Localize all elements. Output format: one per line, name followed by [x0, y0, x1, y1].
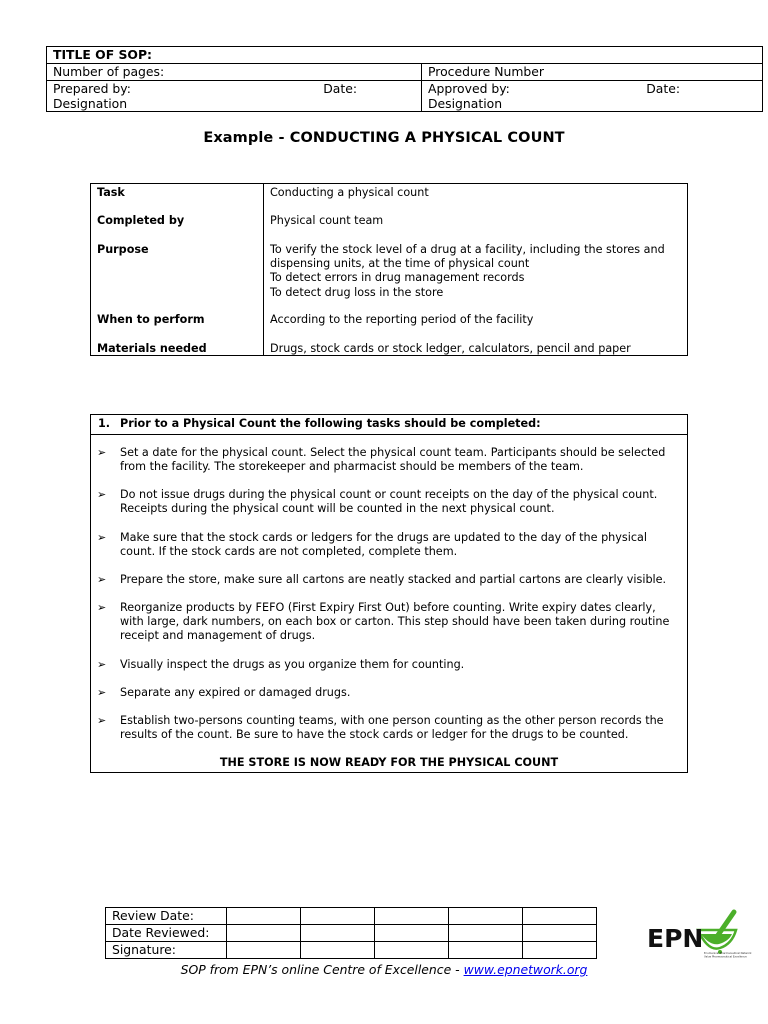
store-ready-note: THE STORE IS NOW READY FOR THE PHYSICAL COUNT: [219, 756, 559, 769]
list-item-text: Separate any expired or damaged drugs.: [120, 686, 351, 699]
list-item-text: Visually inspect the drugs as you organize them for counting.: [120, 658, 465, 671]
review-cell[interactable]: [227, 908, 301, 925]
completed-by-value: Physical count team: [270, 214, 384, 227]
arrow-bullet-icon: ➢: [97, 714, 107, 727]
date-reviewed-label: Date Reviewed:: [106, 925, 227, 942]
review-cell[interactable]: [375, 908, 449, 925]
when-to-perform-value: According to the reporting period of the facility: [270, 313, 534, 326]
number-of-pages-label: Number of pages:: [47, 64, 422, 81]
list-item-text: Make sure that the stock cards or ledgers for the drugs are updated to the day of the physical count. If the stock cards are not completed, complete them.: [120, 531, 647, 559]
prepared-by-cell: [47, 81, 422, 112]
task-table: [90, 183, 688, 356]
review-cell[interactable]: [301, 925, 375, 942]
steps-divider: [91, 434, 687, 435]
footer-link[interactable]: www.epnetwork.org: [463, 962, 588, 977]
review-cell[interactable]: [523, 942, 597, 959]
logo-tagline: Ecumenical Pharmaceutical Network: [704, 952, 752, 955]
review-cell[interactable]: [227, 942, 301, 959]
sop-header-table: [46, 46, 763, 112]
logo-wordmark: EPN: [647, 924, 704, 953]
arrow-bullet-icon: ➢: [97, 601, 107, 614]
purpose-line: To verify the stock level of a drug at a facility, including the stores and dispensing units, at the time of physical count: [270, 243, 665, 271]
step-number: 1.: [98, 417, 111, 430]
document-title: Example - CONDUCTING A PHYSICAL COUNT: [203, 130, 565, 146]
review-cell[interactable]: [523, 925, 597, 942]
arrow-bullet-icon: ➢: [97, 488, 107, 501]
review-cell[interactable]: [523, 908, 597, 925]
approved-by-label: Approved by:: [428, 81, 510, 96]
review-cell[interactable]: [375, 925, 449, 942]
review-cell[interactable]: [301, 908, 375, 925]
steps-heading-text: Prior to a Physical Count the following tasks should be completed:: [120, 417, 541, 430]
approved-designation-label: Designation: [428, 96, 503, 111]
purpose-label: Purpose: [97, 243, 149, 256]
list-item-text: Set a date for the physical count. Select the physical count team. Participants should be selected from the facility. The storekeeper and pharmacist should be members of the team.: [120, 446, 666, 474]
arrow-bullet-icon: ➢: [97, 573, 107, 586]
arrow-bullet-icon: ➢: [97, 686, 107, 699]
review-cell[interactable]: [375, 942, 449, 959]
task-value: Conducting a physical count: [270, 186, 429, 199]
materials-needed-value: Drugs, stock cards or stock ledger, calculators, pencil and paper: [270, 342, 631, 355]
epn-logo: [646, 908, 752, 960]
list-item-text: Do not issue drugs during the physical count or count receipts on the day of the physical count. Receipts during the physical count will be counted in the next physical count.: [120, 488, 658, 516]
steps-heading: [98, 417, 541, 431]
task-table-divider: [263, 184, 264, 355]
footer: [0, 962, 768, 977]
review-table: [105, 907, 597, 959]
when-to-perform-label: When to perform: [97, 313, 205, 326]
logo-tagline: Value Pharmaceutical Excellence: [704, 955, 747, 959]
approved-by-cell: [422, 81, 763, 112]
arrow-bullet-icon: ➢: [97, 658, 107, 671]
approved-date-label: Date:: [646, 81, 680, 96]
prepared-by-label: Prepared by:: [53, 81, 131, 96]
review-date-label: Review Date:: [106, 908, 227, 925]
list-item-text: Establish two-persons counting teams, with one person counting as the other person records the results of the count. Be sure to have the stock cards or ledger for the drugs to be counted.: [120, 714, 664, 742]
review-cell[interactable]: [301, 942, 375, 959]
purpose-line: To detect errors in drug management records: [270, 271, 525, 285]
table-row: [106, 925, 597, 942]
review-cell[interactable]: [449, 908, 523, 925]
purpose-value: [270, 243, 682, 300]
prepared-date-label: Date:: [323, 81, 357, 96]
footer-text: SOP from EPN’s online Centre of Excellence -: [180, 962, 464, 977]
review-cell[interactable]: [227, 925, 301, 942]
list-item-text: Prepare the store, make sure all cartons are neatly stacked and partial cartons are clearly visible.: [120, 573, 667, 586]
task-label: Task: [97, 186, 125, 199]
review-cell[interactable]: [449, 942, 523, 959]
table-row: [106, 942, 597, 959]
procedure-number-label: Procedure Number: [422, 64, 763, 81]
list-item-text: Reorganize products by FEFO (First Expiry First Out) before counting. Write expiry dates clearly, with large, dark numbers, on each box or carton. This step should have been taken during routine receipt and management of drugs.: [120, 601, 670, 643]
steps-box: [90, 414, 688, 773]
materials-needed-label: Materials needed: [97, 342, 207, 355]
table-row: [106, 908, 597, 925]
title-of-sop-label: TITLE OF SOP:: [47, 47, 763, 64]
arrow-bullet-icon: ➢: [97, 531, 107, 544]
review-cell[interactable]: [449, 925, 523, 942]
arrow-bullet-icon: ➢: [97, 446, 107, 459]
prepared-designation-label: Designation: [53, 96, 128, 111]
completed-by-label: Completed by: [97, 214, 185, 227]
signature-label: Signature:: [106, 942, 227, 959]
purpose-line: To detect drug loss in the store: [270, 285, 444, 299]
